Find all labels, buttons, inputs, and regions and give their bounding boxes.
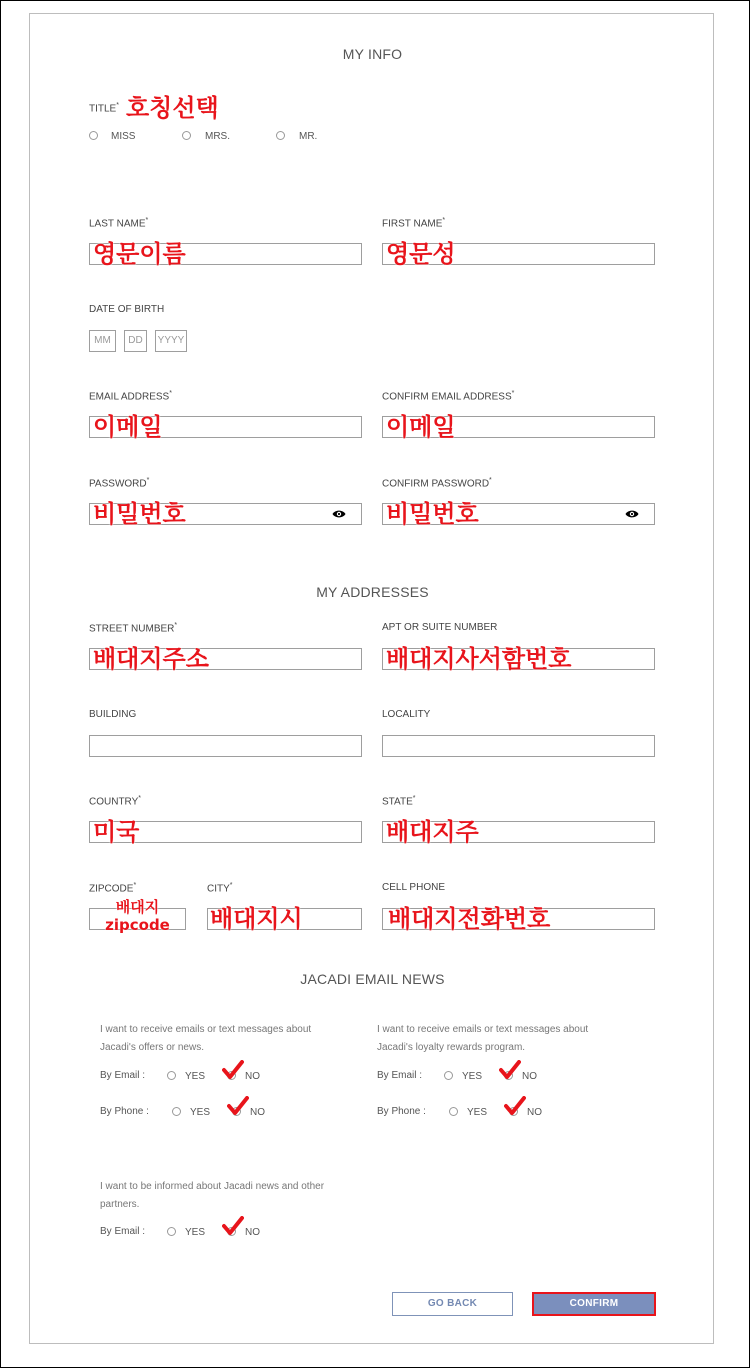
street-label: STREET NUMBER*	[89, 622, 178, 635]
title-miss-label: MISS	[111, 131, 136, 142]
go-back-button[interactable]: GO BACK	[392, 1292, 513, 1316]
street-value: 배대지주소	[93, 645, 209, 673]
dob-day-input[interactable]: DD	[124, 330, 147, 352]
locality-label: LOCALITY	[382, 709, 431, 720]
partners-by-email-label: By Email :	[100, 1226, 146, 1237]
title-mr-label: MR.	[299, 131, 318, 142]
my-info-title: MY INFO	[342, 46, 403, 62]
loyalty-by-email-label: By Email :	[377, 1070, 423, 1081]
building-label: BUILDING	[89, 709, 137, 720]
title-mr-radio[interactable]	[276, 131, 285, 140]
loyalty-text: I want to receive emails or text messages about Jacadi's loyalty rewards program.	[377, 1024, 589, 1053]
confirm-email-value: 이메일	[386, 413, 456, 441]
zipcode-label: ZIPCODE*	[89, 882, 137, 895]
offers-by-phone-label: By Phone :	[100, 1106, 149, 1117]
cell-phone-label: CELL PHONE	[382, 882, 445, 893]
checkmark-icon	[222, 1216, 244, 1236]
checkmark-icon	[499, 1060, 521, 1080]
city-value: 배대지시	[210, 905, 303, 933]
eye-icon[interactable]	[625, 509, 639, 519]
offers-by-email-label: By Email :	[100, 1070, 146, 1081]
last-name-value: 영문이름	[93, 240, 186, 268]
loyalty-phone-yes-radio[interactable]	[449, 1107, 458, 1116]
dob-label: DATE OF BIRTH	[89, 304, 165, 315]
cell-phone-value: 배대지전화번호	[388, 905, 551, 933]
zipcode-value: 배대지 zipcode	[105, 898, 170, 934]
confirm-button[interactable]: CONFIRM	[532, 1292, 656, 1316]
password-value: 비밀번호	[93, 500, 186, 528]
offers-phone-no-label: NO	[250, 1107, 265, 1118]
partners-email-no-label: NO	[245, 1227, 260, 1238]
email-news-title: JACADI EMAIL NEWS	[300, 971, 445, 987]
state-label: STATE*	[382, 795, 416, 808]
title-mrs-radio[interactable]	[182, 131, 191, 140]
apt-label: APT OR SUITE NUMBER	[382, 622, 498, 633]
my-addresses-title: MY ADDRESSES	[316, 584, 429, 600]
city-label: CITY*	[207, 882, 233, 895]
loyalty-email-no-label: NO	[522, 1071, 537, 1082]
offers-email-yes-label: YES	[185, 1071, 206, 1082]
dob-year-input[interactable]: YYYY	[155, 330, 187, 352]
first-name-label: FIRST NAME*	[382, 217, 446, 230]
title-miss-radio[interactable]	[89, 131, 98, 140]
eye-icon[interactable]	[332, 509, 346, 519]
offers-phone-yes-label: YES	[190, 1107, 211, 1118]
partners-text: I want to be informed about Jacadi news and other partners.	[100, 1181, 325, 1210]
loyalty-by-phone-label: By Phone :	[377, 1106, 426, 1117]
partners-email-yes-radio[interactable]	[167, 1227, 176, 1236]
country-label: COUNTRY*	[89, 795, 141, 808]
email-value: 이메일	[93, 413, 163, 441]
apt-value: 배대지사서함번호	[386, 645, 572, 673]
offers-phone-yes-radio[interactable]	[172, 1107, 181, 1116]
confirm-password-value: 비밀번호	[386, 500, 479, 528]
title-mrs-label: MRS.	[205, 131, 230, 142]
offers-email-yes-radio[interactable]	[167, 1071, 176, 1080]
partners-email-yes-label: YES	[185, 1227, 206, 1238]
loyalty-phone-no-label: NO	[527, 1107, 542, 1118]
offers-email-no-label: NO	[245, 1071, 260, 1082]
loyalty-email-yes-label: YES	[462, 1071, 483, 1082]
loyalty-email-yes-radio[interactable]	[444, 1071, 453, 1080]
last-name-label: LAST NAME*	[89, 217, 149, 230]
form-frame	[29, 13, 714, 1344]
country-value: 미국	[93, 818, 140, 846]
email-label: EMAIL ADDRESS*	[89, 390, 172, 403]
password-label: PASSWORD*	[89, 477, 150, 490]
dob-month-input[interactable]: MM	[89, 330, 116, 352]
confirm-password-label: CONFIRM PASSWORD*	[382, 477, 492, 490]
offers-text: I want to receive emails or text messages about Jacadi's offers or news.	[100, 1024, 312, 1053]
state-value: 배대지주	[386, 818, 479, 846]
checkmark-icon	[222, 1060, 244, 1080]
checkmark-icon	[227, 1096, 249, 1116]
loyalty-phone-yes-label: YES	[467, 1107, 488, 1118]
checkmark-icon	[504, 1096, 526, 1116]
confirm-email-label: CONFIRM EMAIL ADDRESS*	[382, 390, 515, 403]
title-annotation: 호칭선택	[126, 94, 219, 122]
locality-input[interactable]	[382, 735, 655, 757]
title-label: TITLE*	[89, 102, 119, 115]
building-input[interactable]	[89, 735, 362, 757]
first-name-value: 영문성	[386, 240, 456, 268]
